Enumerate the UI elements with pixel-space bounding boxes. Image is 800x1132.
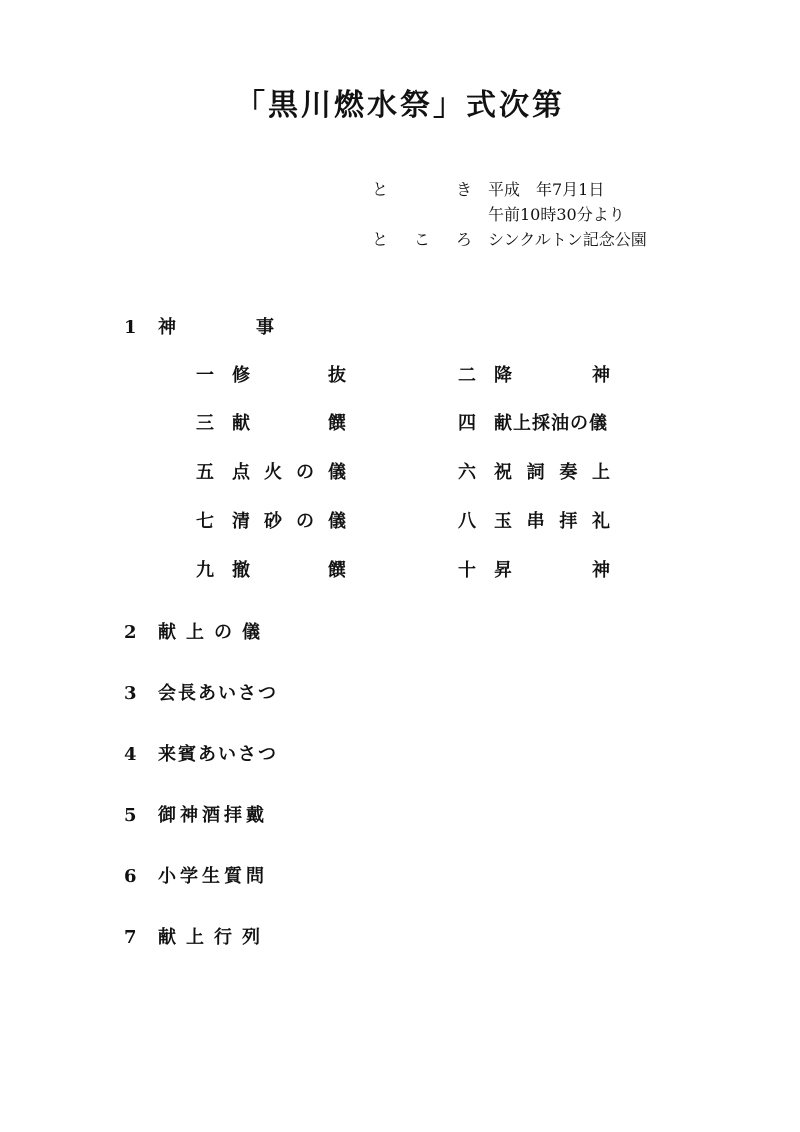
info-place-label: と こ ろ [372,230,472,249]
rite-number: 五 [196,462,214,483]
section-number: 7 [124,927,137,948]
rite-name: 献上採油の儀 [494,413,608,434]
section-number: 4 [124,744,137,765]
rite-name: 昇 神 [494,560,610,581]
info-time-value: 午前10時30分より [488,205,625,224]
info-place-value: シンクルトン記念公園 [488,230,647,249]
page-title: 「黒川燃水祭」式次第 [235,88,565,123]
section-label: 献上の儀 [158,622,270,643]
rite-number: 三 [196,413,214,434]
section-number: 3 [124,683,137,704]
rite-name: 献 饌 [232,413,346,434]
section-label: 献上行列 [158,927,270,948]
rite-name: 撤 饌 [232,560,346,581]
section-label: 御神酒拝戴 [158,805,268,826]
section-number: 2 [124,622,137,643]
rite-name: 玉 串 拝 礼 [494,511,610,532]
rite-number: 四 [458,413,476,434]
rite-name: 祝 詞 奏 上 [494,462,610,483]
section-number: 1 [124,317,137,338]
section-label: 小学生質問 [158,866,268,887]
rite-number: 十 [458,560,476,581]
rite-number: 八 [458,511,476,532]
rite-name: 清 砂 の 儀 [232,511,346,532]
section-label: 神 事 [158,317,274,338]
rite-number: 一 [196,365,214,386]
section-label: 来賓あいさつ [158,744,278,765]
rite-number: 九 [196,560,214,581]
rite-name: 降 神 [494,365,610,386]
rite-number: 六 [458,462,476,483]
section-number: 5 [124,805,137,826]
section-label: 会長あいさつ [158,683,278,704]
rite-name: 修 抜 [232,365,346,386]
rite-name: 点 火 の 儀 [232,462,346,483]
rite-number: 七 [196,511,214,532]
rite-number: 二 [458,365,476,386]
info-date-label: と き [372,180,472,199]
info-date-value: 平成 年7月1日 [488,180,605,199]
section-number: 6 [124,866,137,887]
